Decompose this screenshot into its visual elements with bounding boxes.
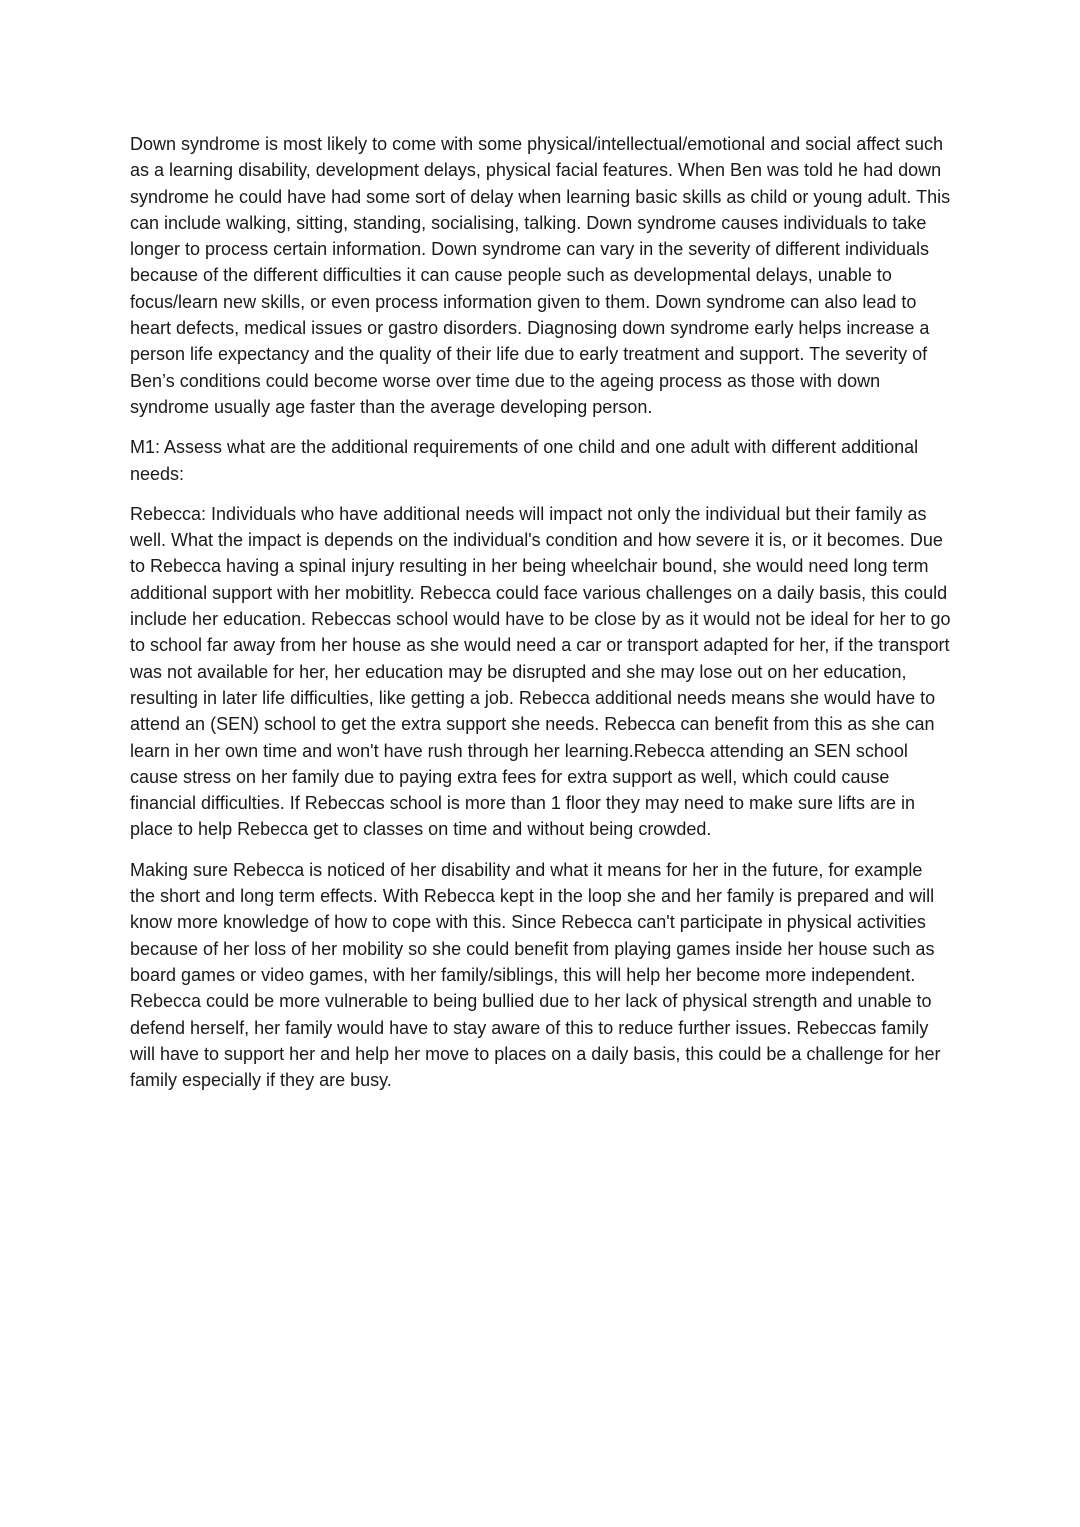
paragraph-rebecca-support: Making sure Rebecca is noticed of her disability and what it means for her in the future, for example the short and long term effects. With Rebecca kept in the loop she and her family is prepared and will know more knowledge of how to cope with this. Since Rebecca can't participate in physical activities because of her loss of her mobility so she could benefit from playing games inside her house such as board games or video games, with her family/siblings, this will help her become more independent. Rebecca could be more vulnerable to being bullied due to her lack of physical strength and unable to defend herself, her family would have to stay aware of this to reduce further issues. Rebeccas family will have to support her and help her move to places on a daily basis, this could be a challenge for her family especially if they are busy. (130, 859, 941, 1091)
paragraph-rebecca-requirements: Rebecca: Individuals who have additional needs will impact not only the individual but their family as well. What the impact is depends on the individual's condition and how severe it is, or it becomes. Due to Rebecca having a spinal injury resulting in her being wheelchair bound, she would need long term additional support with her mobitlity. Rebecca could face various challenges on a daily basis, this could include her education. Rebeccas school would have to be close by as it would not be ideal for her to go to school far away from her house as she would need a car or transport adapted for her, if the transport was not available for her, her education may be disrupted and she may lose out on her education, resulting in later life difficulties, like getting a job. Rebecca additional needs means she would have to attend an (SEN) school to get the extra support she needs. Rebecca can benefit from this as she can learn in her own time and won't have rush through her learning.Rebecca attending an SEN school cause stress on her family due to paying extra fees for extra support as well, which could cause financial difficulties. If Rebeccas school is more than 1 floor they may need to make sure lifts are in place to help Rebecca get to classes on time and without being crowded. (130, 503, 951, 840)
paragraph-m1-heading: M1: Assess what are the additional requirements of one child and one adult with different additional needs: (130, 437, 919, 484)
paragraph-down-syndrome: Down syndrome is most likely to come with some physical/intellectual/emotional and social affect such as a learning disability, development delays, physical facial features. When Ben was told he had down syndrome he could have had some sort of delay when learning basic skills as child or young adult. This can include walking, sitting, standing, socialising, talking. Down syndrome causes individuals to take longer to process certain information. Down syndrome can vary in the severity of different individuals because of the different difficulties it can cause people such as developmental delays, unable to focus/learn new skills, or even process information given to them. Down syndrome can also lead to heart defects, medical issues or gastro disorders. Diagnosing down syndrome early helps increase a person life expectancy and the quality of their life due to early treatment and support. The severity of Ben’s conditions could become worse over time due to the ageing process as those with down syndrome usually age faster than the average developing person. (130, 134, 951, 417)
document-page (130, 131, 952, 1107)
